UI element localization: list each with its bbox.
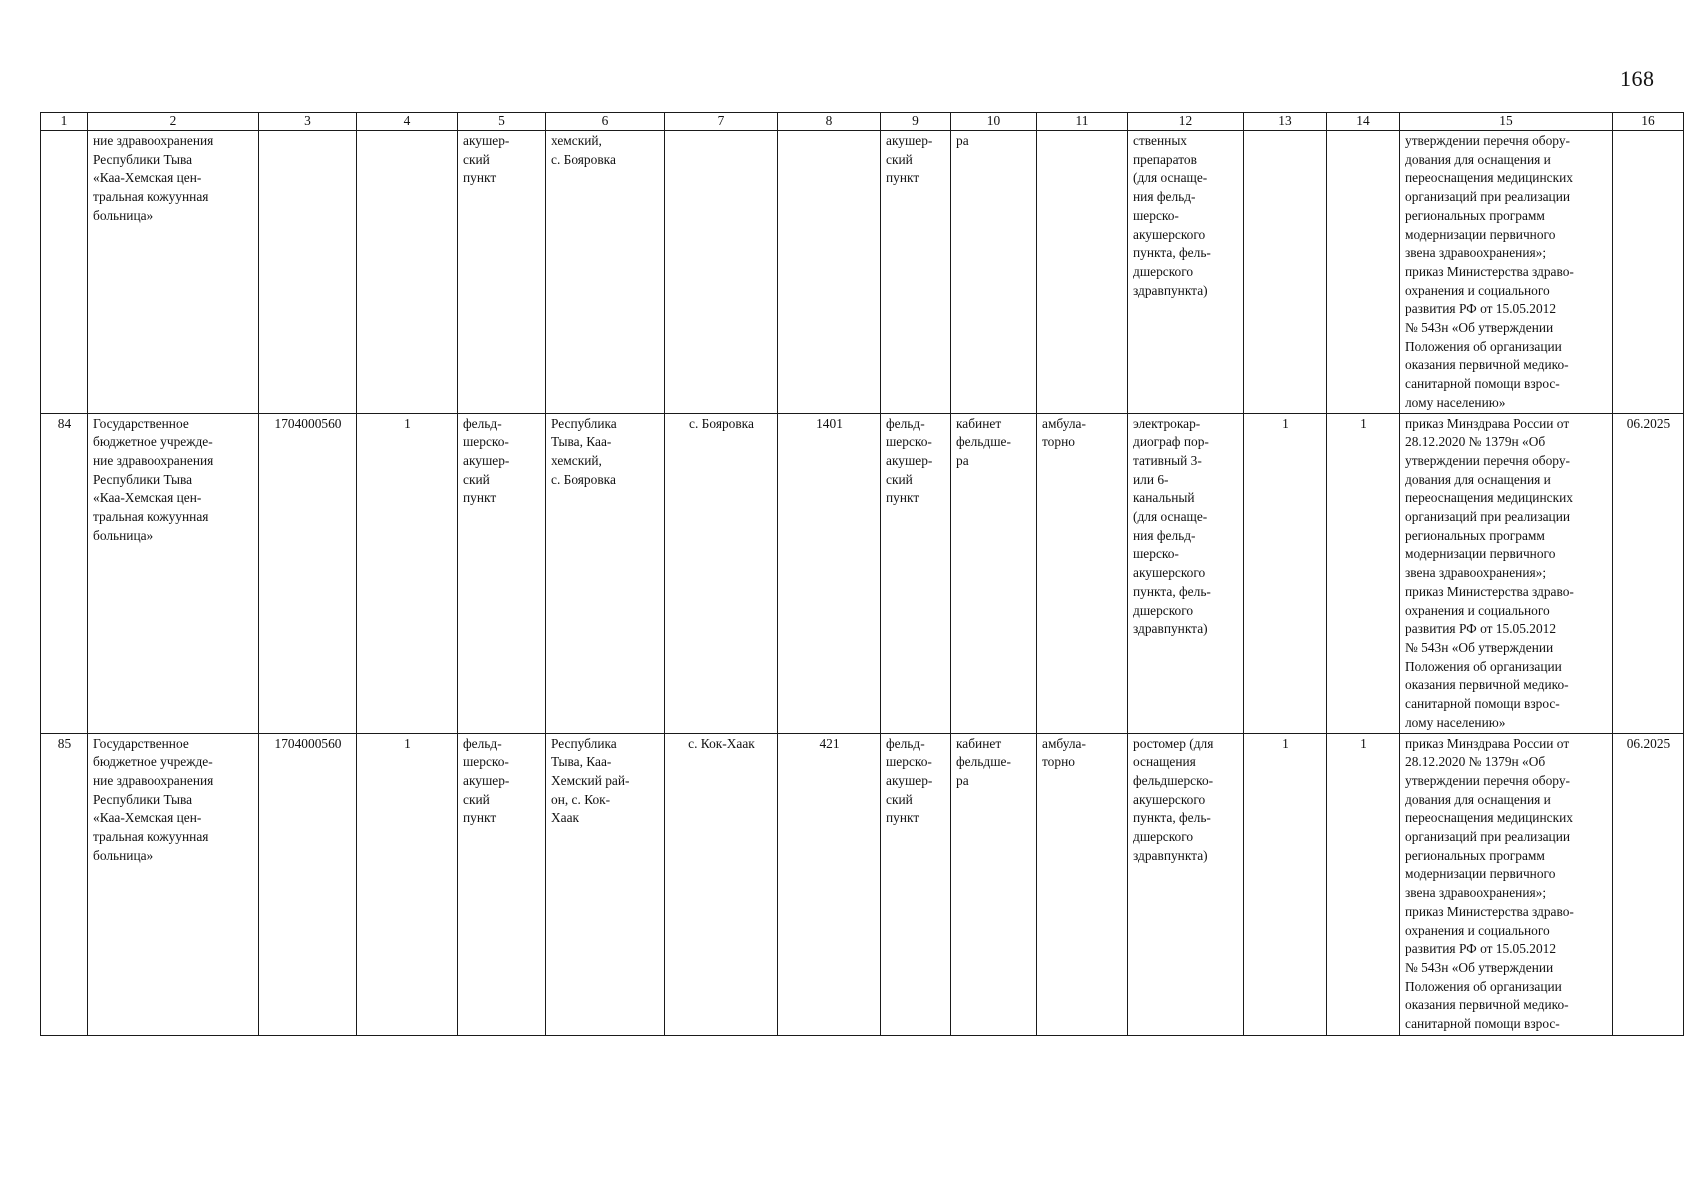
- quantity-cell: [1327, 131, 1400, 414]
- inn-cell: 1704000560: [259, 413, 357, 733]
- equipment-cell: электрокар- диограф пор- тативный 3- или 6- канальный (для оснаще- ния фельд- шерско- акушерского пункта, фель- дшерского здравпункта): [1128, 413, 1244, 733]
- unit-type-cell: акушер- ский пункт: [881, 131, 951, 414]
- equipment-table: [40, 112, 1684, 1036]
- table-row: [41, 733, 1684, 1035]
- legal-basis-cell: приказ Минздрава России от 28.12.2020 № 1379н «Об утверждении перечня обору- дования для оснащения и переоснащения медицинских организаций при реализации региональных программ модернизации первичного звена здравоохранения»; приказ Министерства здраво- охранения и социального развития РФ от 15.05.2012 № 543н «Об утверждении Положения об организации оказания первичной медико- санитарной помощи взрос- лому населению»: [1400, 413, 1613, 733]
- care-mode-cell: амбула- торно: [1037, 413, 1128, 733]
- column-number: 9: [881, 113, 951, 131]
- table-row-continuation: [41, 131, 1684, 414]
- column-number: 16: [1613, 113, 1684, 131]
- row-number-cell: 85: [41, 733, 88, 1035]
- facility-type-cell: акушер- ский пункт: [458, 131, 546, 414]
- column-number: 4: [357, 113, 458, 131]
- address-cell: Республика Тыва, Каа- Хемский рай- он, с. Кок- Хаак: [546, 733, 665, 1035]
- population-cell: [778, 131, 881, 414]
- date-cell: [1613, 131, 1684, 414]
- address-cell: Республика Тыва, Каа- хемский, с. Бояровка: [546, 413, 665, 733]
- care-mode-cell: [1037, 131, 1128, 414]
- column-number: 2: [88, 113, 259, 131]
- quantity-cell: 1: [1244, 733, 1327, 1035]
- settlement-cell: [665, 131, 778, 414]
- quantity-cell: [1244, 131, 1327, 414]
- column-number: 1: [41, 113, 88, 131]
- inn-cell: 1704000560: [259, 733, 357, 1035]
- legal-basis-cell: приказ Минздрава России от 28.12.2020 № 1379н «Об утверждении перечня обору- дования для оснащения и переоснащения медицинских организаций при реализации региональных программ модернизации первичного звена здравоохранения»; приказ Министерства здраво- охранения и социального развития РФ от 15.05.2012 № 543н «Об утверждении Положения об организации оказания первичной медико- санитарной помощи взрос-: [1400, 733, 1613, 1035]
- date-cell: 06.2025: [1613, 733, 1684, 1035]
- column-number: 12: [1128, 113, 1244, 131]
- column-number: 15: [1400, 113, 1613, 131]
- row-number-cell: 84: [41, 413, 88, 733]
- date-cell: 06.2025: [1613, 413, 1684, 733]
- settlement-cell: с. Кок-Хаак: [665, 733, 778, 1035]
- count-cell: [357, 131, 458, 414]
- row-number-cell: [41, 131, 88, 414]
- column-number: 13: [1244, 113, 1327, 131]
- quantity-cell: 1: [1244, 413, 1327, 733]
- count-cell: 1: [357, 733, 458, 1035]
- column-number: 7: [665, 113, 778, 131]
- column-number: 11: [1037, 113, 1128, 131]
- column-number: 5: [458, 113, 546, 131]
- organization-cell: Государственное бюджетное учрежде- ние здравоохранения Республики Тыва «Каа-Хемская цен- тральная кожуунная больница»: [88, 733, 259, 1035]
- column-number: 10: [951, 113, 1037, 131]
- equipment-cell: ственных препаратов (для оснаще- ния фельд- шерско- акушерского пункта, фель- дшерского здравпункта): [1128, 131, 1244, 414]
- column-number: 6: [546, 113, 665, 131]
- room-cell: кабинет фельдше- ра: [951, 733, 1037, 1035]
- settlement-cell: с. Бояровка: [665, 413, 778, 733]
- column-number-row: [41, 113, 1684, 131]
- facility-type-cell: фельд- шерско- акушер- ский пункт: [458, 733, 546, 1035]
- population-cell: 1401: [778, 413, 881, 733]
- inn-cell: [259, 131, 357, 414]
- room-cell: кабинет фельдше- ра: [951, 413, 1037, 733]
- quantity-cell: 1: [1327, 733, 1400, 1035]
- organization-cell: Государственное бюджетное учрежде- ние здравоохранения Республики Тыва «Каа-Хемская цен- тральная кожуунная больница»: [88, 413, 259, 733]
- unit-type-cell: фельд- шерско- акушер- ский пункт: [881, 413, 951, 733]
- facility-type-cell: фельд- шерско- акушер- ский пункт: [458, 413, 546, 733]
- column-number: 14: [1327, 113, 1400, 131]
- legal-basis-cell: утверждении перечня обору- дования для оснащения и переоснащения медицинских организаций при реализации региональных программ модернизации первичного звена здравоохранения»; приказ Министерства здраво- охранения и социального развития РФ от 15.05.2012 № 543н «Об утверждении Положения об организации оказания первичной медико- санитарной помощи взрос- лому населению»: [1400, 131, 1613, 414]
- column-number: 8: [778, 113, 881, 131]
- quantity-cell: 1: [1327, 413, 1400, 733]
- table-row: [41, 413, 1684, 733]
- room-cell: ра: [951, 131, 1037, 414]
- column-number: 3: [259, 113, 357, 131]
- address-cell: хемский, с. Бояровка: [546, 131, 665, 414]
- care-mode-cell: амбула- торно: [1037, 733, 1128, 1035]
- population-cell: 421: [778, 733, 881, 1035]
- unit-type-cell: фельд- шерско- акушер- ский пункт: [881, 733, 951, 1035]
- page-number: 168: [1620, 66, 1655, 91]
- equipment-cell: ростомер (для оснащения фельдшерско- акушерского пункта, фель- дшерского здравпункта): [1128, 733, 1244, 1035]
- count-cell: 1: [357, 413, 458, 733]
- organization-cell: ние здравоохранения Республики Тыва «Каа-Хемская цен- тральная кожуунная больница»: [88, 131, 259, 414]
